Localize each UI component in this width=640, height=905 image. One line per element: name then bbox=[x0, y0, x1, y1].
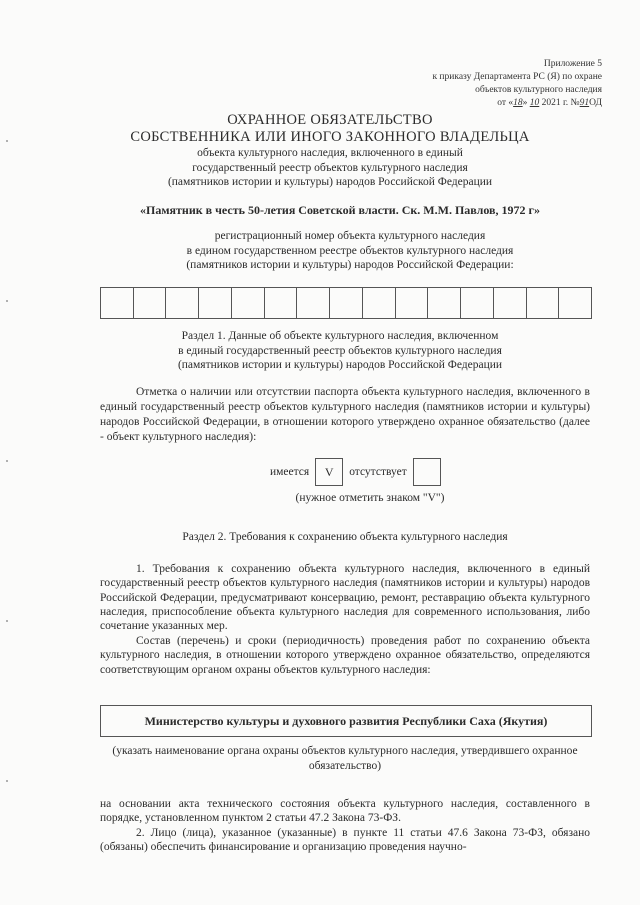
date-day: 18 bbox=[513, 98, 523, 108]
registration-number-boxes bbox=[100, 287, 592, 319]
scan-mark bbox=[6, 300, 8, 302]
registration-line: в едином государственном реестре объектов культурного наследия bbox=[186, 244, 514, 257]
appendix-line: объектов культурного наследия bbox=[475, 85, 602, 95]
present-checkbox[interactable]: V bbox=[315, 458, 343, 486]
date-prefix: от « bbox=[497, 98, 514, 108]
basis-paragraph: на основании акта технического состояния объекта культурного наследия, составленного в порядке, установленном пунктом 2 статьи 47.2 Закона 73-ФЗ. bbox=[100, 798, 590, 825]
section2-heading: Раздел 2. Требования к сохранению объекта культурного наследия bbox=[182, 531, 508, 543]
subtitle-line: (памятников истории и культуры) народов Российской Федерации bbox=[167, 176, 493, 188]
reg-digit-cell bbox=[461, 288, 494, 318]
scan-mark bbox=[6, 620, 8, 622]
reg-digit-cell bbox=[527, 288, 560, 318]
works-paragraph: Состав (перечень) и сроки (периодичность) проведения работ по сохранению объекта культурного наследия, в отношении которого утверждено охранное обязательство, определяются соответствующим органом охраны объектов культурного наследия: bbox=[100, 635, 590, 676]
date-year: 2021 г. № bbox=[541, 98, 580, 108]
passport-checkboxes bbox=[270, 458, 447, 486]
monument-name: «Памятник в честь 50-летия Советской власти. Ск. М.М. Павлов, 1972 г» bbox=[140, 203, 540, 217]
reg-digit-cell bbox=[265, 288, 298, 318]
reg-digit-cell bbox=[166, 288, 199, 318]
registration-caption bbox=[150, 229, 550, 273]
title-line: СОБСТВЕННИКА ИЛИ ИНОГО ЗАКОННОГО ВЛАДЕЛЬЦА bbox=[130, 129, 530, 145]
reg-digit-cell bbox=[232, 288, 265, 318]
order-suffix: ОД bbox=[589, 98, 602, 108]
organization-name-box: Министерство культуры и духовного развития Республики Саха (Якутия) bbox=[100, 705, 592, 737]
scan-mark bbox=[6, 140, 8, 142]
organization-hint: (указать наименование органа охраны объектов культурного наследия, утвердившего охранное обязательство) bbox=[112, 745, 578, 772]
subtitle-line: объекта культурного наследия, включенного в единый bbox=[197, 147, 463, 159]
section-heading-line: (памятников истории и культуры) народов Российской Федерации bbox=[177, 359, 503, 371]
scan-mark bbox=[6, 460, 8, 462]
reg-digit-cell bbox=[199, 288, 232, 318]
present-label: имеется bbox=[270, 466, 310, 478]
reg-digit-cell bbox=[297, 288, 330, 318]
obligation-paragraph: 2. Лицо (лица), указанное (указанные) в пункте 11 статьи 47.6 Закона 73-ФЗ, обязано (обязаны) обеспечить финансирование и организацию проведения научно- bbox=[100, 827, 590, 854]
scan-mark bbox=[6, 780, 8, 782]
date-month: 10 bbox=[529, 98, 540, 108]
document-title bbox=[90, 112, 570, 190]
reg-digit-cell bbox=[330, 288, 363, 318]
passport-paragraph: Отметка о наличии или отсутствии паспорта объекта культурного наследия, включенного в единый государственный реестр объектов культурного наследия (памятников истории и культуры) народов Российской Федерации, в отношении которого утверждено охранное обязательство (далее - объект культурного наследия): bbox=[100, 386, 590, 443]
absent-checkbox[interactable] bbox=[413, 458, 441, 486]
registration-line: регистрационный номер объекта культурного наследия bbox=[214, 230, 486, 242]
appendix-date bbox=[362, 97, 602, 110]
reg-digit-cell bbox=[559, 288, 591, 318]
section1-heading bbox=[130, 329, 550, 373]
reg-digit-cell bbox=[134, 288, 167, 318]
registration-line: (памятников истории и культуры) народов Российской Федерации: bbox=[186, 259, 514, 271]
reg-digit-cell bbox=[428, 288, 461, 318]
title-line: ОХРАННОЕ ОБЯЗАТЕЛЬСТВО bbox=[227, 112, 433, 128]
section-heading-line: Раздел 1. Данные об объекте культурного наследия, включенном bbox=[181, 330, 499, 342]
absent-label: отсутствует bbox=[349, 466, 407, 478]
requirements-paragraph: 1. Требования к сохранению объекта культурного наследия, включенного в единый государственный реестр объектов культурного наследия (памятников истории и культуры) народов Российской Федерации, предусматривают консервацию, ремонт, реставрацию объекта культурного наследия, приспособление объекта культурного наследия для современного использования, либо сочетание указанных мер. bbox=[100, 563, 590, 633]
subtitle-line: государственный реестр объектов культурного наследия bbox=[192, 161, 468, 174]
date-mid: » bbox=[522, 98, 528, 108]
reg-digit-cell bbox=[101, 288, 134, 318]
appendix-header bbox=[362, 58, 602, 110]
reg-digit-cell bbox=[494, 288, 527, 318]
checkbox-hint: (нужное отметить знаком "V") bbox=[295, 492, 445, 504]
section-heading-line: в единый государственный реестр объектов культурного наследия bbox=[178, 344, 502, 357]
appendix-line: Приложение 5 bbox=[543, 59, 602, 69]
reg-digit-cell bbox=[396, 288, 429, 318]
reg-digit-cell bbox=[363, 288, 396, 318]
appendix-line: к приказу Департамента РС (Я) по охране bbox=[432, 72, 602, 82]
order-number: 91 bbox=[579, 98, 590, 108]
